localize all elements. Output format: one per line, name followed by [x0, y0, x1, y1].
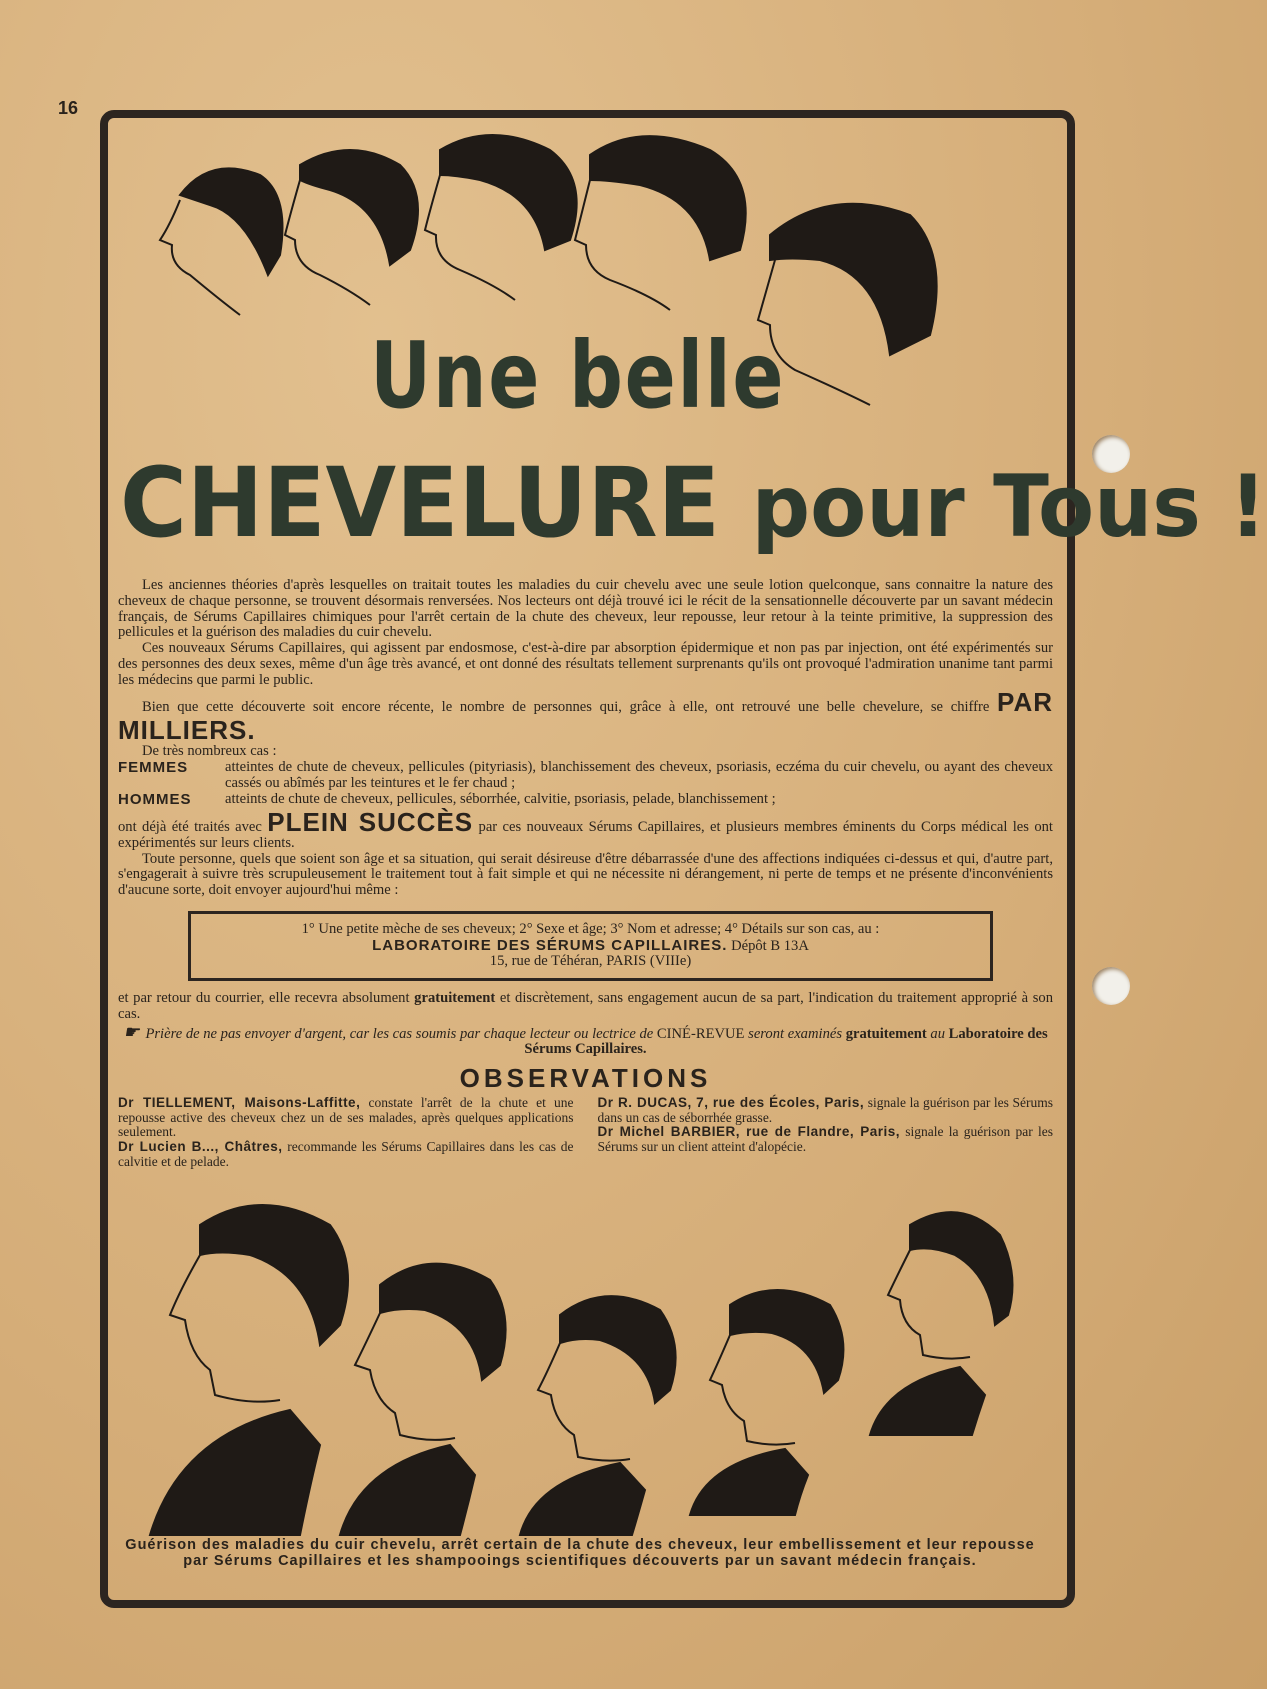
footer-tagline: Guérison des maladies du cuir chevelu, arrêt certain de la chute des cheveux, leur embellissement et leur repousse par Sérums Capillaires et les shampooings scientifiques découverts par un savant médecin français. [125, 1537, 1035, 1569]
woman-head-1 [160, 168, 283, 315]
headline-pour-tous: pour Tous ! [751, 457, 1267, 557]
man-head-2 [340, 1264, 506, 1535]
woman-head-4 [575, 136, 746, 310]
paragraph-retour: et par retour du courrier, elle recevra absolument gratuitement et discrètement, sans engagement aucun de sa part, l'indication du traitement approprié à son cas. [118, 990, 1053, 1022]
observations-title: OBSERVATIONS [459, 1063, 712, 1094]
paragraph-cases: De très nombreux cas : [142, 743, 277, 760]
femmes-row [118, 760, 1053, 792]
hommes-row [118, 792, 1053, 808]
headline-line2 [120, 447, 1267, 559]
laboratoire-address: 15, rue de Téhéran, PARIS (VIIIe) [489, 953, 692, 970]
observations-right: Dr R. DUCAS, 7, rue des Écoles, Paris, signale la guérison par les Sérums dans un cas de séborrhée grasse. Dr Michel BARBIER, rue de Flandre, Paris, signale la guérison par les Sérums sur un client atteint d'alopécie. [597, 1095, 1054, 1154]
paragraph-serums: Ces nouveaux Sérums Capillaires, qui agissent par endosmose, c'est-à-dire par absorption épidermique et non pas par injection, ont été expérimentés sur des personnes des deux sexes, même d'un âge très avancé, et ont donné des résultats tellement surprenants qu'ils ont provoqué l'admiration unanime tant parmi les médecins que parmi le public. [118, 640, 1053, 688]
paragraph-succes: ont déjà été traités avec PLEIN SUCCÈS par ces nouveaux Sérums Capillaires, et plusieurs membres éminents du Corps médical les ont expérimentés sur leurs clients. [118, 806, 1053, 851]
emphasis-par-milliers: PAR MILLIERS. [118, 687, 1053, 746]
woman-head-3 [425, 135, 577, 300]
paragraph-milliers: Bien que cette découverte soit encore récente, le nombre de personnes qui, grâce à elle, ont retrouvé une belle chevelure, se chiffre PAR MILLIERS. [118, 687, 1053, 746]
men-heads-illustration [140, 1195, 1040, 1540]
man-head-4 [690, 1290, 843, 1515]
observations-columns [118, 1096, 1053, 1169]
box-line1: 1° Une petite mèche de ses cheveux; 2° Sexe et âge; 3° Nom et adresse; 4° Détails sur son cas, au : [301, 920, 880, 937]
man-head-5 [870, 1212, 1013, 1435]
femmes-text: atteintes de chute de cheveux, pellicules (pityriasis), blanchissement des cheveux, psoriasis, eczéma du cuir chevelu, ou ayant des cheveux cassés ou abîmés par les teintures et le fer chaud ; [225, 759, 1053, 791]
ad-body [118, 578, 1053, 1169]
paragraph-instructions: Toute personne, quels que soient son âge et sa situation, qui serait désireuse d'être débarrassée d'une des affections indiquées ci-dessus et qui, d'autre part, s'engagerait à suivre très scrupuleusement le traitement tout à fait simple et qui ne nécessite ni dérangement, ni perte de temps et ne présente d'inconvénients d'aucune sorte, doit envoyer aujourd'hui même : [118, 850, 1053, 899]
hommes-label: HOMMES [118, 790, 192, 808]
man-head-1 [150, 1205, 348, 1535]
headline-chevelure: CHEVELURE [120, 447, 720, 559]
depot-code: Dépôt B 13A [731, 937, 809, 954]
pointing-hand-icon: ☛ [123, 1021, 140, 1042]
observations-left: Dr TIELLEMENT, Maisons-Laffitte, constate l'arrêt de la chute et une repousse active des cheveux chez un de ses malades, après quelques applications seulement. Dr Lucien B..., Châtres, recommande les Sérums Capillaires dans les cas de calvitie et de pelade. [118, 1095, 574, 1169]
binder-hole-bottom [1092, 967, 1130, 1005]
man-head-3 [520, 1296, 676, 1535]
laboratoire-name: LABORATOIRE DES SÉRUMS CAPILLAIRES. [372, 936, 728, 954]
paragraph-note: ☛ Prière de ne pas envoyer d'argent, car les cas soumis par chaque lecteur ou lectrice de CINÉ-REVUE seront examinés gratuitement au Laboratoire des Sérums Capillaires. [123, 1021, 1048, 1058]
page-number: 16 [58, 98, 79, 118]
femmes-label: FEMMES [118, 759, 189, 777]
headline-line1: Une belle [370, 322, 786, 429]
emphasis-plein-succes: PLEIN SUCCÈS [267, 806, 474, 837]
paragraph-intro: Les anciennes théories d'après lesquelles on traitait toutes les maladies du cuir chevelu avec une seule lotion quelconque, sans connaitre la nature des cheveux de chaque personne, se trouvent désormais renversées. Nos lecteurs ont déjà trouvé ici le récit de la sensationnelle découverte par un savant médecin français, de Sérums Capillaires chimiques pour l'arrêt certain de la chute des cheveux, leur repousse, leur retour à la teinte primitive, la suppression des pellicules et la guérison des maladies du cuir chevelu. [118, 577, 1053, 641]
woman-head-2 [285, 150, 418, 305]
hommes-text: atteints de chute de cheveux, pellicules, séborrhée, calvitie, psoriasis, pelade, blanchissement ; [225, 790, 776, 807]
address-box [188, 911, 993, 981]
